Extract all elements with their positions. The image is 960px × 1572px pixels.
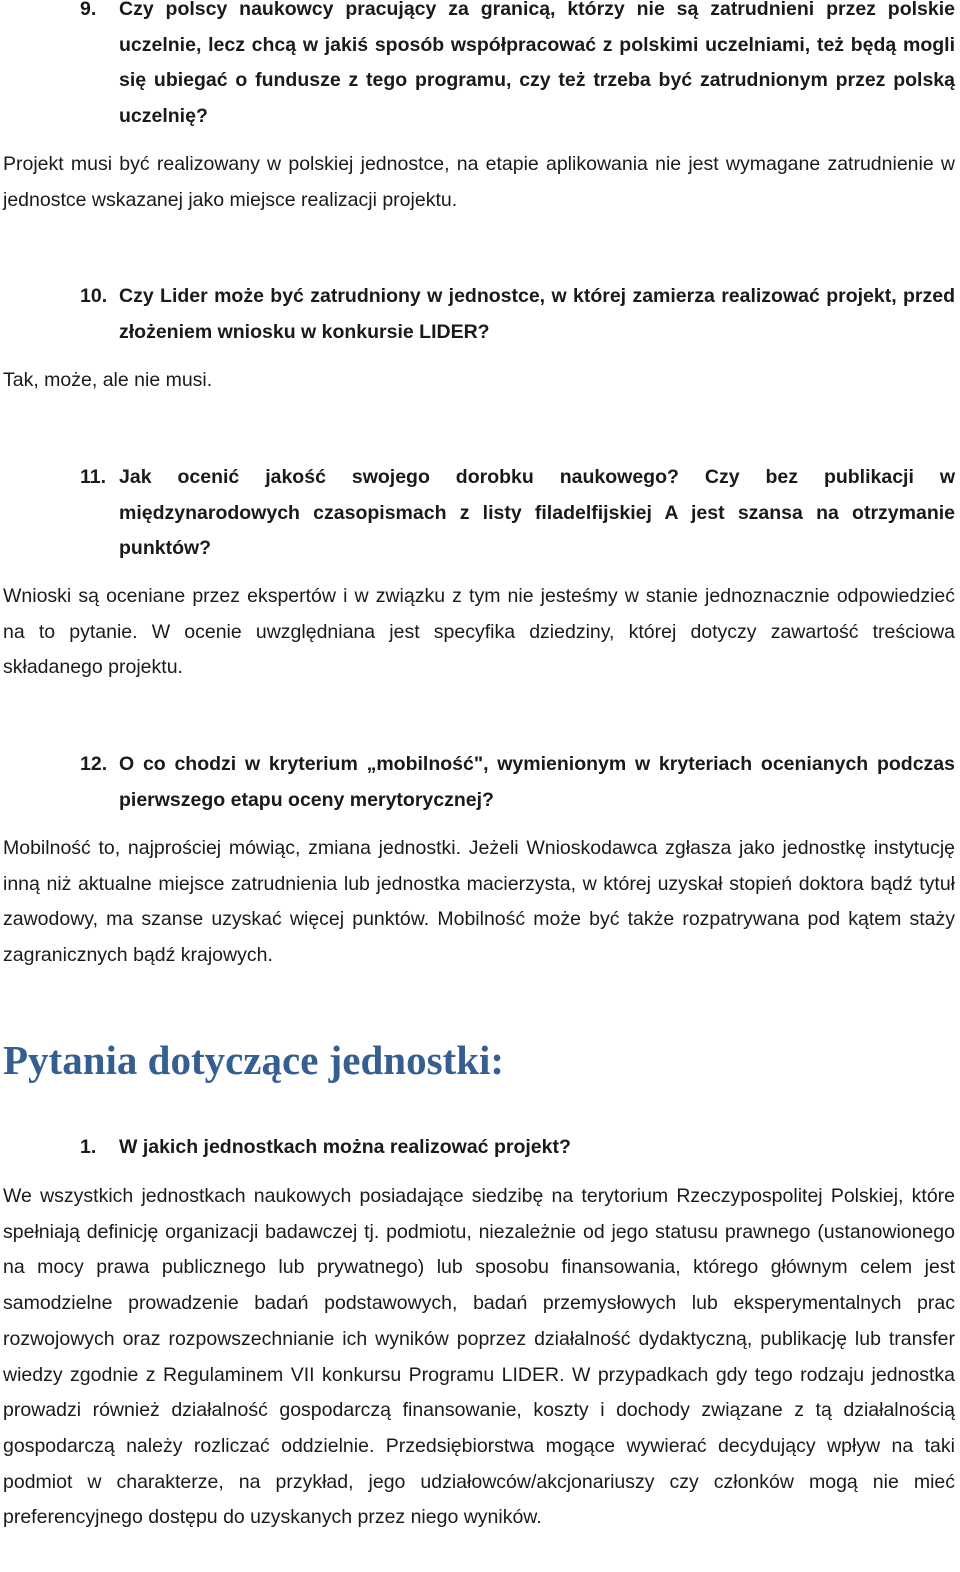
question-number: 10. <box>80 285 108 307</box>
question-number: 1. <box>80 1136 97 1158</box>
answer-11: Wnioski są oceniane przez ekspertów i w związku z tym nie jesteśmy w stanie jednoznacznie odpowiedzieć na to pytanie. W ocenie uwzględniana jest specyfika dziedziny, której dotyczy zawartość treściowa składanego projektu. <box>3 585 955 679</box>
question-number: 9. <box>80 0 97 20</box>
question-text: Jak ocenić jakość swojego dorobku naukowego? Czy bez publikacji w międzynarodowych czasopismach z listy filadelfijskiej A jest szansa na otrzymanie punktów? <box>119 466 955 559</box>
section-heading: Pytania dotyczące jednostki: <box>3 1037 505 1083</box>
question-text: Czy polscy naukowcy pracujący za granicą, którzy nie są zatrudnieni przez polskie uczelnie, lecz chcą w jakiś sposób współpracować z polskimi uczelniami, też będą mogli się ubiegać o fundusze z tego programu, czy też trzeba być zatrudnionym przez polską uczelnię? <box>119 0 955 127</box>
question-number: 11. <box>80 466 107 488</box>
question-number: 12. <box>80 753 108 775</box>
answer-10: Tak, może, ale nie musi. <box>3 369 213 391</box>
question-10 <box>80 279 955 350</box>
question-11 <box>80 460 955 567</box>
question-text: W jakich jednostkach można realizować projekt? <box>119 1136 571 1158</box>
answer-12: Mobilność to, najprościej mówiąc, zmiana jednostki. Jeżeli Wnioskodawca zgłasza jako jednostkę instytucję inną niż aktualne miejsce zatrudnienia lub jednostka macierzysta, w której uzyskał stopień doktora bądź tytuł zawodowy, ma szanse uzyskać więcej punktów. Mobilność może być także rozpatrywana pod kątem staży zagranicznych bądź krajowych. <box>3 837 955 967</box>
question-text: O co chodzi w kryterium „mobilność", wymienionym w kryteriach ocenianych podczas pierwszego etapu oceny merytorycznej? <box>119 753 955 811</box>
section-answer-1: We wszystkich jednostkach naukowych posiadające siedzibę na terytorium Rzeczypospolitej Polskiej, które spełniają definicję organizacji badawczej tj. podmiotu, niezależnie od jego statusu prawnego (ustanowionego na mocy prawa publicznego lub prywatnego) lub sposobu finansowania, którego głównym celem jest samodzielne prowadzenie badań podstawowych, badań przemysłowych lub eksperymentalnych prac rozwojowych oraz rozpowszechnianie ich wyników poprzez działalność dydaktyczną, publikację lub transfer wiedzy zgodnie z Regulaminem VII konkursu Programu LIDER. W przypadkach gdy tego rodzaju jednostka prowadzi również działalność gospodarczą finansowanie, koszty i dochody związane z tą działalnością gospodarczą należy rozliczać oddzielnie. Przedsiębiorstwa mogące wywierać decydujący wpływ na taki podmiot w charakterze, na przykład, jego udziałowców/akcjonariuszy czy członków mogą nie mieć preferencyjnego dostępu do uzyskanych przez niego wyników. <box>3 1185 955 1529</box>
question-12 <box>80 747 955 818</box>
question-9 <box>80 0 955 134</box>
question-text: Czy Lider może być zatrudniony w jednostce, w której zamierza realizować projekt, przed złożeniem wniosku w konkursie LIDER? <box>119 285 955 343</box>
section-question-1 <box>80 1130 955 1166</box>
answer-9: Projekt musi być realizowany w polskiej jednostce, na etapie aplikowania nie jest wymagane zatrudnienie w jednostce wskazanej jako miejsce realizacji projektu. <box>3 153 955 211</box>
